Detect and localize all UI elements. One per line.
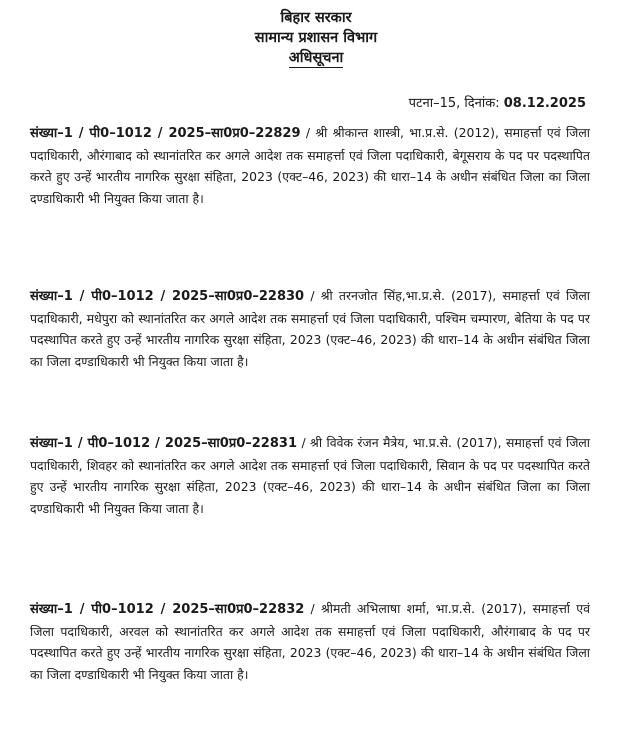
notice-paragraph	[30, 598, 590, 685]
notice-reference-number: संख्या–1 / पी0–1012 / 2025–सा0प्र0–22830	[30, 289, 305, 304]
document-type-label: अधिसूचना	[288, 50, 344, 66]
notice-body: / श्री श्रीकान्त शास्त्री, भा.प्र.से. (2012), समाहर्त्ता एवं जिला पदाधिकारी, औरंगाबाद को स्थानांतरित कर अगले आदेश तक समाहर्त्ता एवं जिला पदाधिकारी, बेगूसराय के पद पर पदस्थापित करते हुए उन्हें भारतीय नागरिक सुरक्षा संहिता, 2023 (एक्ट–46, 2023) की धारा–14 के अधीन संबंधित जिला का जिला दण्डाधिकारी भी नियुक्त किया जाता है।	[30, 125, 590, 206]
department-name: सामान्य प्रशासन विभाग	[254, 30, 378, 46]
place-date	[409, 93, 586, 111]
notice-body: / श्री तरनजोत सिंह,भा.प्र.से. (2017), समाहर्त्ता एवं जिला पदाधिकारी, मधेपुरा को स्थानांतरित कर अगले आदेश तक समाहर्त्ता एवं जिला पदाधिकारी, पश्चिम चम्पारण, बेतिया के पद पर पदस्थापित करते हुए उन्हें भारतीय नागरिक सुरक्षा संहिता, 2023 (एक्ट–46, 2023) की धारा–14 के अधीन संबंधित जिला का जिला दण्डाधिकारी भी नियुक्त किया जाता है।	[30, 288, 590, 369]
notice-paragraph	[30, 122, 590, 209]
notice-reference-number: संख्या–1 / पी0–1012 / 2025–सा0प्र0–22829	[30, 126, 301, 141]
notice-body: / श्रीमती अभिलाषा शर्मा, भा.प्र.से. (2017), समाहर्त्ता एवं जिला पदाधिकारी, अरवल को स्थानांतरित कर अगले आदेश तक समाहर्त्ता एवं जिला पदाधिकारी, औरंगाबाद के पद पर पदस्थापित करते हुए उन्हें भारतीय नागरिक सुरक्षा संहिता, 2023 (एक्ट–46, 2023) की धारा–14 के अधीन संबंधित जिला का जिला दण्डाधिकारी भी नियुक्त किया जाता है।	[30, 601, 590, 682]
notice-paragraph	[30, 285, 590, 372]
notice-reference-number: संख्या–1 / पी0–1012 / 2025–सा0प्र0–22832	[30, 602, 305, 617]
government-name: बिहार सरकार	[280, 10, 352, 26]
notice-reference-number: संख्या–1 / पी0–1012 / 2025–सा0प्र0–22831	[30, 436, 297, 451]
notice-paragraph	[30, 432, 590, 519]
document-header	[0, 8, 626, 68]
notice-body: / श्री विवेक रंजन मैत्रेय, भा.प्र.से. (2017), समाहर्त्ता एवं जिला पदाधिकारी, शिवहर को स्थानांतरित कर अगले आदेश तक समाहर्त्ता एवं जिला पदाधिकारी, सिवान के पद पर पदस्थापित करते हुए उन्हें भारतीय नागरिक सुरक्षा संहिता, 2023 (एक्ट–46, 2023) की धारा–14 के अधीन संबंधित जिला का जिला दण्डाधिकारी भी नियुक्त किया जाता है।	[30, 435, 590, 516]
document-type	[0, 48, 626, 68]
place-label: पटना–15, दिनांक:	[408, 96, 500, 111]
notification-date: 08.12.2025	[503, 96, 586, 111]
